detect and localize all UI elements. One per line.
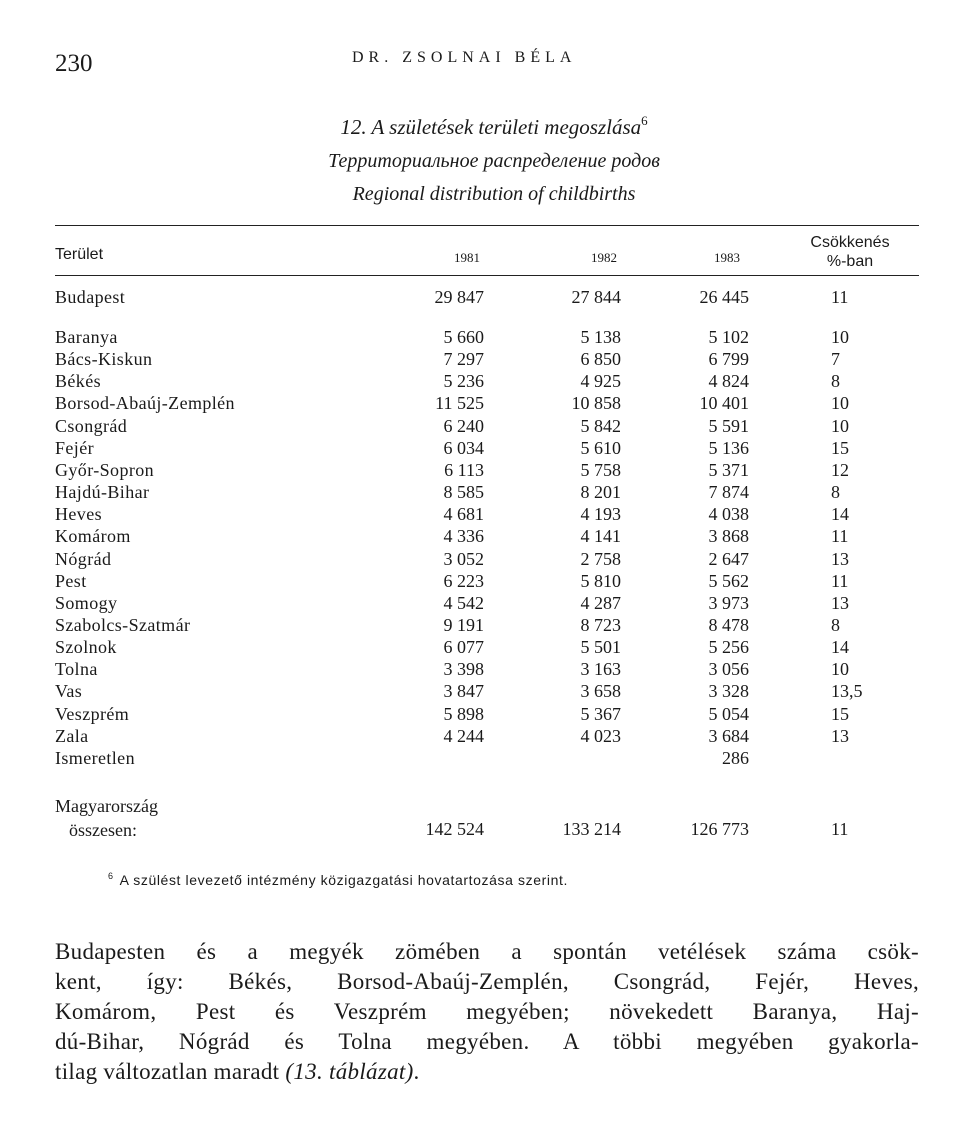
footnote-marker: 6 xyxy=(641,113,648,128)
table-header-rule xyxy=(55,275,919,276)
footnote-mark: 6 xyxy=(108,871,114,881)
value-decrease: 8 xyxy=(831,614,840,635)
footnote xyxy=(108,871,568,888)
region-name: Fejér xyxy=(55,437,94,458)
table-row xyxy=(0,615,960,637)
column-header-decrease xyxy=(800,233,900,271)
value-1982: 5 610 xyxy=(580,437,621,458)
value-1983: 3 056 xyxy=(708,659,749,680)
value-1983: 8 478 xyxy=(708,614,749,635)
table-title-hungarian xyxy=(0,113,960,140)
paragraph-last-line xyxy=(55,1057,919,1087)
value-1981: 4 244 xyxy=(443,725,484,746)
column-header-decrease-line1: Csökkenés xyxy=(810,234,890,251)
value-1981: 29 847 xyxy=(434,287,484,307)
paragraph-line: Komárom, Pest és Veszprém megyében; növekedett Baranya, Haj- xyxy=(55,999,919,1024)
value-1982: 4 141 xyxy=(580,526,621,547)
value-decrease: 13 xyxy=(831,592,849,613)
value-1983: 7 874 xyxy=(708,482,749,503)
value-decrease: 8 xyxy=(831,371,840,392)
table-top-rule xyxy=(55,225,919,226)
value-decrease: 8 xyxy=(831,482,840,503)
value-1981: 5 660 xyxy=(443,327,484,347)
value-decrease: 11 xyxy=(831,570,849,591)
value-1983: 6 799 xyxy=(708,349,749,370)
value-1982: 10 858 xyxy=(571,393,621,414)
value-1982: 5 842 xyxy=(580,415,621,436)
value-1982: 3 658 xyxy=(580,681,621,702)
column-header-1983: 1983 xyxy=(714,250,740,265)
total-row xyxy=(0,819,960,841)
table-row xyxy=(0,460,960,482)
value-decrease: 10 xyxy=(831,659,849,680)
value-1982: 5 501 xyxy=(580,637,621,658)
value-1981: 11 525 xyxy=(435,393,484,414)
paragraph-period: . xyxy=(413,1059,420,1084)
column-header-1982: 1982 xyxy=(591,250,617,265)
value-decrease: 11 xyxy=(831,526,849,547)
region-name: Bács-Kiskun xyxy=(55,349,153,370)
value-1983: 5 256 xyxy=(708,637,749,658)
table-row xyxy=(0,571,960,593)
value-1983: 3 328 xyxy=(708,681,749,702)
table-row xyxy=(0,726,960,748)
region-name: Zala xyxy=(55,725,89,746)
value-decrease: 10 xyxy=(831,327,849,347)
value-decrease: 12 xyxy=(831,459,849,480)
value-1981: 5 898 xyxy=(443,703,484,724)
table-row xyxy=(0,593,960,615)
title-text: 12. A születések területi megoszlása xyxy=(340,115,642,139)
value-1983: 5 136 xyxy=(708,437,749,458)
value-1981: 5 236 xyxy=(443,371,484,392)
value-1982: 5 758 xyxy=(580,459,621,480)
value-1981: 6 223 xyxy=(443,570,484,591)
region-name: Csongrád xyxy=(55,415,128,436)
table-row xyxy=(0,549,960,571)
total-label-line2: összesen: xyxy=(69,820,137,840)
value-1981: 3 847 xyxy=(443,681,484,702)
value-1981: 4 542 xyxy=(443,592,484,613)
body-paragraph xyxy=(55,937,919,1087)
value-1983: 4 038 xyxy=(708,504,749,525)
value-1981: 3 052 xyxy=(443,548,484,569)
table-row xyxy=(0,748,960,770)
value-1981: 6 240 xyxy=(443,415,484,436)
value-1982: 4 925 xyxy=(580,371,621,392)
value-decrease: 10 xyxy=(831,393,849,414)
value-1982: 4 023 xyxy=(580,725,621,746)
value-1981: 6 113 xyxy=(444,459,484,480)
table-row xyxy=(0,371,960,393)
table-title-russian: Территориальное распределение родов xyxy=(328,150,660,172)
region-name: Győr-Sopron xyxy=(55,459,155,480)
column-header-region: Terület xyxy=(55,246,104,263)
value-1982: 8 201 xyxy=(580,482,621,503)
total-1983: 126 773 xyxy=(690,819,749,839)
table-row xyxy=(0,416,960,438)
table-row xyxy=(0,482,960,504)
region-name: Nógrád xyxy=(55,548,112,569)
value-1983: 5 102 xyxy=(708,327,749,347)
value-1983: 5 591 xyxy=(708,415,749,436)
footnote-text: A szülést levezető intézmény közigazgatási hovatartozása szerint. xyxy=(119,872,568,888)
value-1982: 5 138 xyxy=(580,327,621,347)
value-1983: 3 684 xyxy=(708,725,749,746)
value-1983: 3 973 xyxy=(708,592,749,613)
table-row xyxy=(0,327,960,349)
value-decrease: 14 xyxy=(831,504,849,525)
total-label-line1: Magyarország xyxy=(55,796,158,816)
value-decrease: 15 xyxy=(831,437,849,458)
table-reference: (13. táblázat) xyxy=(285,1059,414,1084)
region-name: Békés xyxy=(55,371,101,392)
region-name: Heves xyxy=(55,504,102,525)
table-row xyxy=(0,704,960,726)
region-name: Somogy xyxy=(55,592,118,613)
table-row xyxy=(0,504,960,526)
table-row xyxy=(0,438,960,460)
region-name: Szolnok xyxy=(55,637,117,658)
value-1981: 7 297 xyxy=(443,349,484,370)
region-name: Budapest xyxy=(55,287,126,307)
value-1981: 6 034 xyxy=(443,437,484,458)
value-1982: 2 758 xyxy=(580,548,621,569)
table-row xyxy=(0,659,960,681)
column-header-decrease-line2: %-ban xyxy=(826,253,874,270)
total-1982: 133 214 xyxy=(562,819,621,839)
region-name: Vas xyxy=(55,681,83,702)
paragraph-line: Budapesten és a megyék zömében a spontán vetélések száma csök- xyxy=(55,939,919,964)
value-decrease: 13 xyxy=(831,725,849,746)
value-1982: 8 723 xyxy=(580,614,621,635)
value-decrease: 7 xyxy=(831,349,840,370)
table-row xyxy=(0,393,960,415)
region-name: Veszprém xyxy=(55,703,130,724)
value-1981: 9 191 xyxy=(443,614,484,635)
value-1981: 4 336 xyxy=(443,526,484,547)
value-decrease: 10 xyxy=(831,415,849,436)
paragraph-line: kent, így: Békés, Borsod-Abaúj-Zemplén, Csongrád, Fejér, Heves, xyxy=(55,969,919,994)
total-1981: 142 524 xyxy=(425,819,484,839)
region-name: Borsod-Abaúj-Zemplén xyxy=(55,393,235,414)
region-name: Baranya xyxy=(55,327,118,347)
value-decrease: 13,5 xyxy=(831,681,863,702)
value-1983: 5 562 xyxy=(708,570,749,591)
table-row xyxy=(0,287,960,309)
value-1981: 6 077 xyxy=(443,637,484,658)
column-header-1981: 1981 xyxy=(454,250,480,265)
value-decrease: 11 xyxy=(831,287,849,307)
region-name: Tolna xyxy=(55,659,98,680)
table-row xyxy=(0,681,960,703)
value-1983: 5 054 xyxy=(708,703,749,724)
value-1981: 8 585 xyxy=(443,482,484,503)
value-decrease: 14 xyxy=(831,637,849,658)
value-1983: 10 401 xyxy=(699,393,749,414)
table-title-english: Regional distribution of childbirths xyxy=(352,183,636,205)
page-number: 230 xyxy=(55,50,93,77)
region-name: Ismeretlen xyxy=(55,747,135,768)
value-1982: 4 193 xyxy=(580,504,621,525)
value-1981: 3 398 xyxy=(443,659,484,680)
value-1983: 5 371 xyxy=(708,459,749,480)
region-name: Hajdú-Bihar xyxy=(55,482,150,503)
table-row xyxy=(0,526,960,548)
value-1983: 286 xyxy=(722,747,749,768)
value-1983: 26 445 xyxy=(699,287,749,307)
value-1982: 27 844 xyxy=(571,287,621,307)
value-1982: 5 810 xyxy=(580,570,621,591)
total-decrease: 11 xyxy=(831,819,849,839)
value-1983: 3 868 xyxy=(708,526,749,547)
value-1982: 6 850 xyxy=(580,349,621,370)
value-1981: 4 681 xyxy=(443,504,484,525)
value-1982: 5 367 xyxy=(580,703,621,724)
value-decrease: 13 xyxy=(831,548,849,569)
region-name: Szabolcs-Szatmár xyxy=(55,614,191,635)
running-head: DR. ZSOLNAI BÉLA xyxy=(352,49,577,66)
region-name: Pest xyxy=(55,570,87,591)
value-decrease: 15 xyxy=(831,703,849,724)
paragraph-last-text: tilag változatlan maradt xyxy=(55,1059,286,1084)
value-1983: 2 647 xyxy=(708,548,749,569)
value-1982: 3 163 xyxy=(580,659,621,680)
table-row xyxy=(0,637,960,659)
paragraph-line: dú-Bihar, Nógrád és Tolna megyében. A többi megyében gyakorla- xyxy=(55,1029,919,1054)
table-row xyxy=(0,349,960,371)
region-name: Komárom xyxy=(55,526,131,547)
value-1983: 4 824 xyxy=(708,371,749,392)
value-1982: 4 287 xyxy=(580,592,621,613)
